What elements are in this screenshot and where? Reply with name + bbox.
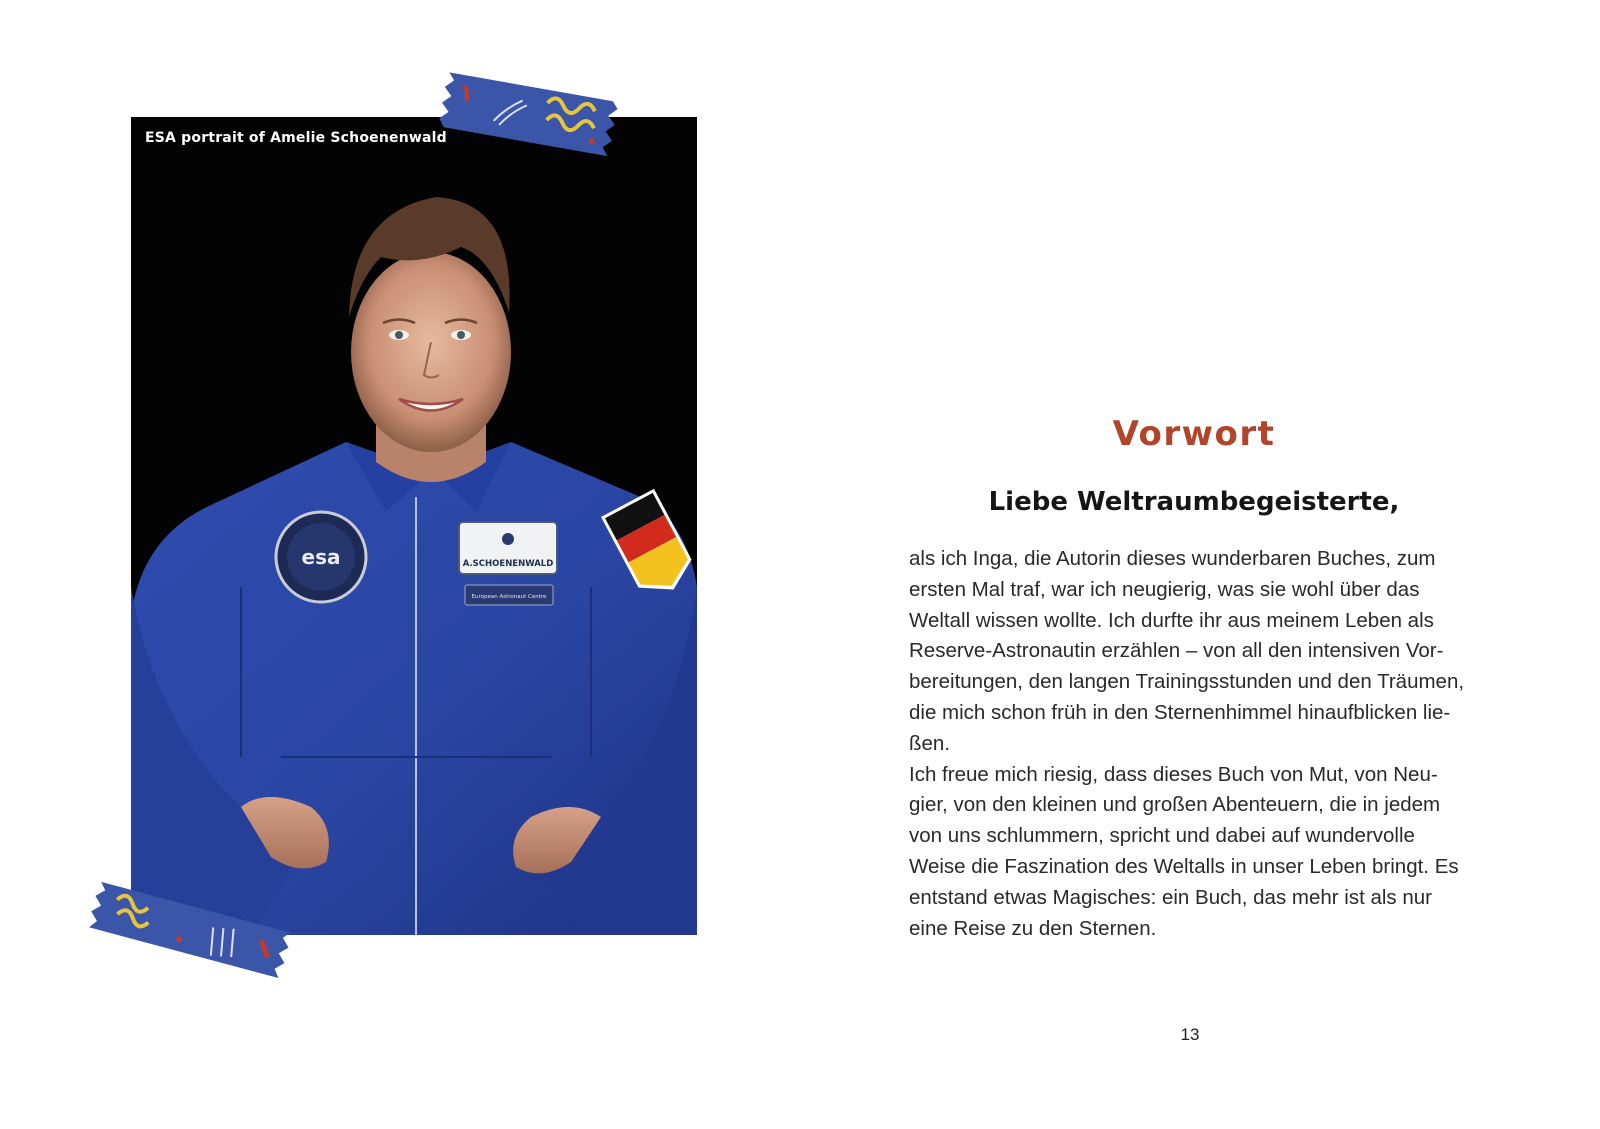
body-line: eine Reise zu den Sternen. [909,916,1157,940]
page-number: 13 [1180,1025,1200,1044]
body-line: entstand etwas Magisches: ein Buch, das mehr ist als nur [909,885,1433,909]
body-line: ßen. [909,731,951,755]
chapter-heading: Vorwort [1112,414,1276,454]
astronaut-figure [131,117,697,935]
foreword-body [909,544,1479,944]
body-line: bereitungen, den langen Trainingsstunden und den Träumen, [909,670,1465,694]
body-line: die mich schon früh in den Sternenhimmel hinaufblicken lie- [909,700,1451,724]
body-line: als ich Inga, die Autorin dieses wunderbaren Buches, zum [909,547,1436,570]
washi-tape-top [434,72,624,172]
washi-tape-bottom [80,882,302,992]
esa-patch-text: esa [301,545,341,569]
body-line: Ich freue mich riesig, dass dieses Buch von Mut, von Neu- [909,762,1438,786]
body-line: von uns schlummern, spricht und dabei auf wundervolle [909,824,1415,848]
astronaut-portrait-photo [131,117,697,935]
photo-caption: ESA portrait of Amelie Schoenenwald [145,130,447,146]
salutation: Liebe Weltraumbegeisterte, [988,487,1400,517]
body-line: Weltall wissen wollte. Ich durfte ihr aus meinem Leben als [909,608,1434,632]
name-tag-text: A.SCHOENENWALD [462,559,554,569]
body-line: ersten Mal traf, war ich neugierig, was sie wohl über das [909,577,1420,601]
sub-tag-text: European Astronaut Centre [471,594,547,600]
body-line: gier, von den kleinen und großen Abenteuern, die in jedem [909,793,1441,817]
body-line: Weise die Faszination des Weltalls in unser Leben bringt. Es [909,854,1459,878]
body-line: Reserve-Astronautin erzählen – von all den intensiven Vor- [909,639,1444,663]
